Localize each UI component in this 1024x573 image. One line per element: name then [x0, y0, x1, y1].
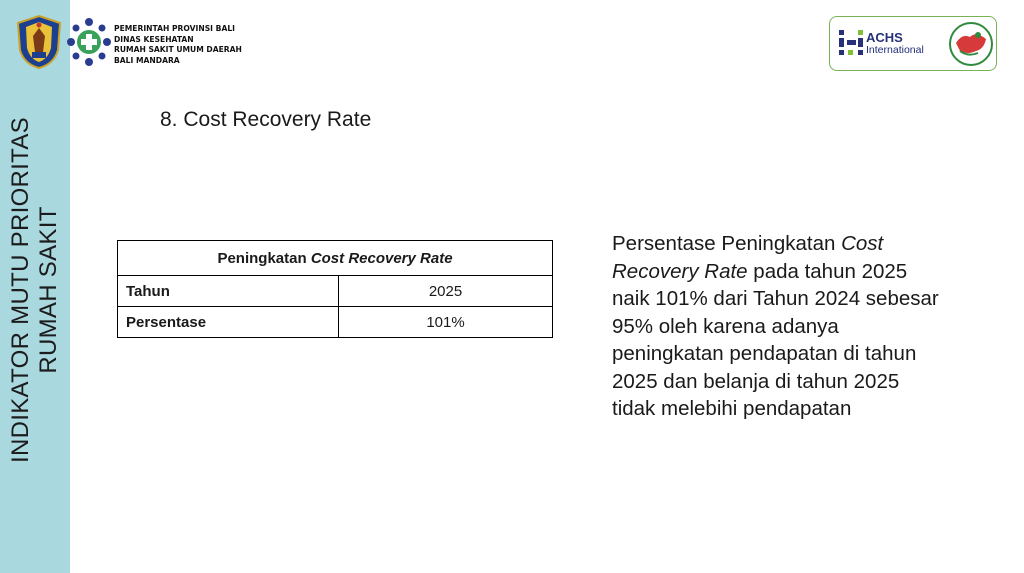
- achs-badge: [829, 16, 997, 71]
- hospital-logo-icon: [66, 16, 112, 68]
- achs-subtitle: International: [866, 44, 924, 56]
- sidebar-title-line2: RUMAH SAKIT: [35, 206, 62, 374]
- table-row: [118, 276, 553, 307]
- table-row: [118, 307, 553, 338]
- org-line-2: DINAS KESEHATAN: [114, 34, 194, 44]
- achs-title: ACHS: [866, 30, 903, 45]
- description-text-2: pada tahun 2025 naik 101% dari Tahun 2024 sebesar 95% oleh karena adanya peningkatan pendapatan di tahun 2025 dan belanja di tahun 2025 tidak melebihi pendapatan: [612, 259, 939, 420]
- description-italic: Cost Recovery Rate: [612, 232, 884, 283]
- org-line-3: RUMAH SAKIT UMUM DAERAH: [114, 45, 242, 54]
- sidebar-title-line1: INDIKATOR MUTU PRIORITAS: [7, 117, 34, 463]
- row-value: 2025: [339, 276, 553, 307]
- organization-name: [114, 24, 242, 66]
- section-title: 8. Cost Recovery Rate: [160, 108, 372, 131]
- table-header-row: [118, 241, 553, 276]
- sidebar: [0, 0, 70, 573]
- achs-logo-icon: [838, 28, 864, 58]
- health-emblem-icon: [948, 21, 994, 67]
- table-caption-prefix: Peningkatan: [217, 249, 311, 267]
- row-label: Persentase: [118, 307, 339, 338]
- description-paragraph: [612, 230, 942, 423]
- bali-province-logo-icon: [14, 14, 64, 70]
- table-caption-emphasis: Cost Recovery Rate: [310, 249, 453, 267]
- row-label: Tahun: [118, 276, 339, 307]
- row-value: 101%: [339, 307, 553, 338]
- org-line-1: PEMERINTAH PROVINSI BALI: [114, 24, 235, 33]
- cost-recovery-table: [117, 240, 553, 338]
- sidebar-title: [7, 117, 63, 463]
- table-caption: [118, 241, 553, 276]
- org-line-4: BALI MANDARA: [114, 55, 180, 65]
- description-text-1: Persentase Peningkatan: [612, 232, 842, 255]
